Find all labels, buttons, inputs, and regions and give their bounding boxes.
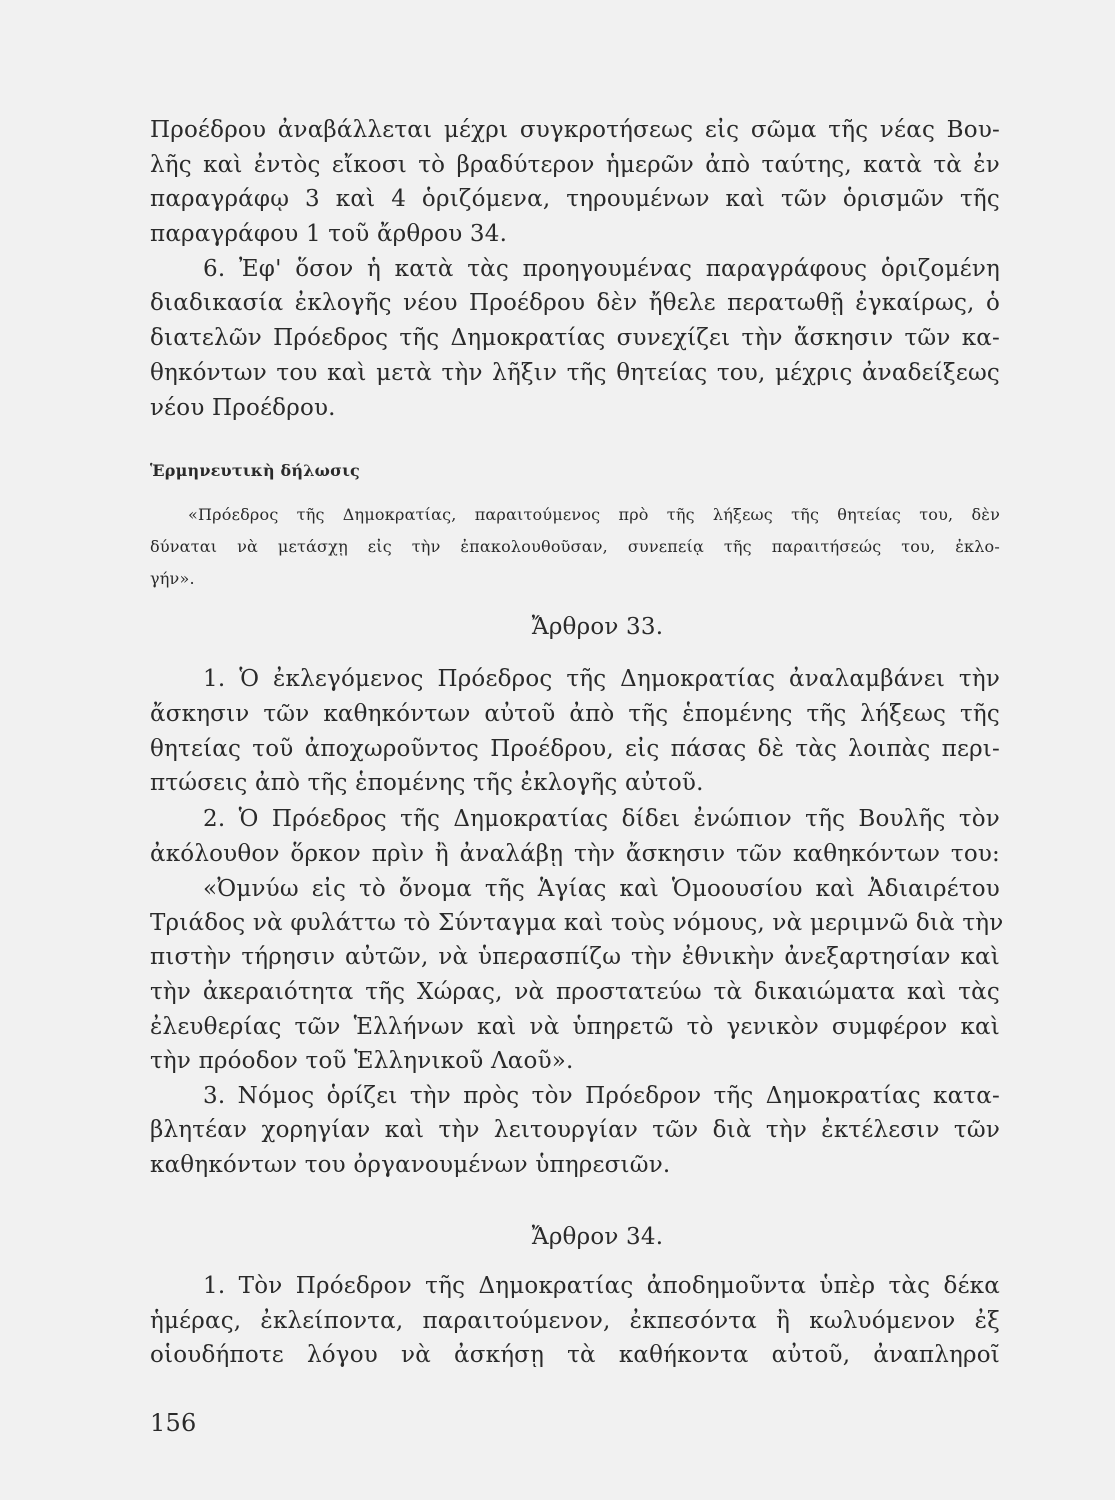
text-line: τὴν πρόοδον τοῦ Ἑλληνικοῦ Λαοῦ».: [150, 1048, 574, 1074]
text-line: ἐλευθερίας τῶν Ἑλλήνων καὶ νὰ ὑπηρετῶ τὸ γενικὸν συμφέρον καὶ: [150, 1014, 1000, 1040]
text-line: ἀκόλουθον ὅρκον πρὶν ἢ ἀναλάβῃ τὴν ἄσκησιν τῶν καθηκόντων του:: [150, 841, 1000, 867]
note-line: δύναται νὰ μετάσχῃ εἰς τὴν ἐπακολουθοῦσαν, συνεπείᾳ τῆς παραιτήσεώς του, ἐκλο-: [150, 537, 1000, 556]
text-line: καθηκόντων του ὀργανουμένων ὑπηρεσιῶν.: [150, 1152, 671, 1178]
text-line: Προέδρου ἀναβάλλεται μέχρι συγκροτήσεως εἰς σῶμα τῆς νέας Βου-: [150, 117, 1000, 143]
text-line: 6. Ἐφ' ὅσον ἡ κατὰ τὰς προηγουμένας παραγράφους ὁριζομένη: [203, 256, 1000, 282]
text-line: Τριάδος νὰ φυλάττω τὸ Σύνταγμα καὶ τοὺς νόμους, νὰ μεριμνῶ διὰ τὴν: [150, 910, 1004, 936]
note-line: γήν».: [150, 569, 195, 588]
text-line: 2. Ὁ Πρόεδρος τῆς Δημοκρατίας δίδει ἐνώπιον τῆς Βουλῆς τὸν: [203, 806, 1000, 832]
text-line: 3. Νόμος ὁρίζει τὴν πρὸς τὸν Πρόεδρον τῆς Δημοκρατίας κατα-: [203, 1083, 1000, 1109]
text-line: παραγράφου 1 τοῦ ἄρθρου 34.: [150, 221, 508, 247]
text-line: θηκόντων του καὶ μετὰ τὴν λῆξιν τῆς θητείας του, μέχρις ἀναδείξεως: [150, 360, 1000, 386]
text-line: «Ὀμνύω εἰς τὸ ὄνομα τῆς Ἁγίας καὶ Ὁμοουσίου καὶ Ἀδιαιρέτου: [203, 876, 1000, 902]
text-line: οἱουδήποτε λόγου νὰ ἀσκήσῃ τὰ καθήκοντα αὐτοῦ, ἀναπληροῖ: [150, 1342, 1000, 1368]
article-heading: Ἄρθρον 33.: [531, 614, 664, 640]
text-line: πιστὴν τήρησιν αὐτῶν, νὰ ὑπερασπίζω τὴν ἐθνικὴν ἀνεξαρτησίαν καὶ: [150, 944, 1000, 970]
text-line: ἡμέρας, ἐκλείποντα, παραιτούμενον, ἐκπεσόντα ἢ κωλυόμενον ἐξ: [150, 1308, 1000, 1334]
text-line: βλητέαν χορηγίαν καὶ τὴν λειτουργίαν τῶν διὰ τὴν ἐκτέλεσιν τῶν: [150, 1117, 1000, 1143]
text-line: 1. Ὁ ἐκλεγόμενος Πρόεδρος τῆς Δημοκρατίας ἀναλαμβάνει τὴν: [203, 666, 1000, 692]
note-line: «Πρόεδρος τῆς Δημοκρατίας, παραιτούμενος πρὸ τῆς λήξεως τῆς θητείας του, δὲν: [188, 505, 1000, 524]
text-line: πτώσεις ἀπὸ τῆς ἑπομένης τῆς ἐκλογῆς αὐτοῦ.: [150, 770, 704, 796]
text-line: τὴν ἀκεραιότητα τῆς Χώρας, νὰ προστατεύω τὰ δικαιώματα καὶ τὰς: [150, 979, 1000, 1005]
article-heading: Ἄρθρον 34.: [531, 1224, 664, 1250]
note-title: Ἑρμηνευτικὴ δήλωσις: [150, 461, 360, 480]
text-line: ἄσκησιν τῶν καθηκόντων αὐτοῦ ἀπὸ τῆς ἑπομένης τῆς λήξεως τῆς: [150, 701, 1000, 727]
text-line: θητείας τοῦ ἀποχωροῦντος Προέδρου, εἰς πάσας δὲ τὰς λοιπὰς περι-: [150, 736, 1000, 762]
page-number: 156: [150, 1409, 197, 1437]
text-line: παραγράφῳ 3 καὶ 4 ὁριζόμενα, τηρουμένων καὶ τῶν ὁρισμῶν τῆς: [150, 186, 1000, 212]
text-line: 1. Τὸν Πρόεδρον τῆς Δημοκρατίας ἀποδημοῦντα ὑπὲρ τὰς δέκα: [203, 1273, 1000, 1299]
text-line: λῆς καὶ ἐντὸς εἴκοσι τὸ βραδύτερον ἡμερῶν ἀπὸ ταύτης, κατὰ τὰ ἐν: [150, 152, 1000, 178]
text-line: διατελῶν Πρόεδρος τῆς Δημοκρατίας συνεχίζει τὴν ἄσκησιν τῶν κα-: [150, 325, 1000, 351]
text-line: διαδικασία ἐκλογῆς νέου Προέδρου δὲν ἤθελε περατωθῇ ἐγκαίρως, ὁ: [150, 290, 1000, 316]
text-line: νέου Προέδρου.: [150, 395, 336, 421]
